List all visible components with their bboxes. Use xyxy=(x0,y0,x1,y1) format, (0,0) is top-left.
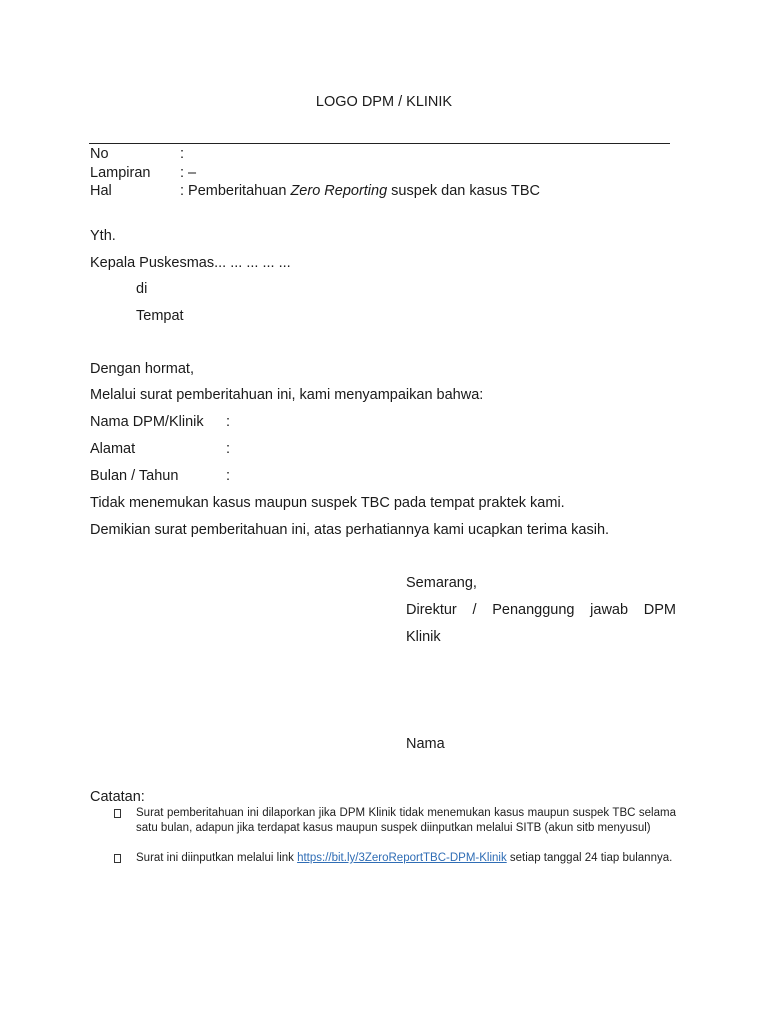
no-value: : xyxy=(180,146,185,162)
note-item-1: Surat pemberitahuan ini dilaporkan jika DPM Klinik tidak menemukan kasus maupun suspek TBC selama satu bulan, adapun jika terdapat kasus maupun suspek diinputkan melalui SITB (akun sitb menyusul) xyxy=(136,807,676,834)
report-link[interactable]: https://bit.ly/3ZeroReportTBC-DPM-Klinik xyxy=(297,852,507,864)
di-text: di xyxy=(136,281,148,297)
yth-label: Yth. xyxy=(90,228,116,244)
logo-placeholder-text: LOGO DPM / KLINIK xyxy=(315,94,453,110)
field-colon-alamat: : xyxy=(226,441,231,457)
field-label-bulan-tahun: Bulan / Tahun xyxy=(90,468,179,484)
signature-role-line1: Direktur / Penanggung jawab DPM xyxy=(406,602,676,618)
field-label-nama: Nama DPM/Klinik xyxy=(90,414,204,430)
note-item-2-before: Surat ini diinputkan melalui link xyxy=(136,852,298,864)
intro-line: Melalui surat pemberitahuan ini, kami menyampaikan bahwa: xyxy=(90,387,484,403)
note-item-2 xyxy=(136,851,676,866)
no-label: No xyxy=(90,146,109,162)
lampiran-value: : – xyxy=(180,165,197,181)
signature-role-line2: Klinik xyxy=(406,629,441,645)
greeting: Dengan hormat, xyxy=(90,361,194,377)
hal-value xyxy=(180,183,540,199)
hal-suffix: suspek dan kasus TBC xyxy=(387,183,541,199)
field-colon-nama: : xyxy=(226,414,231,430)
note-item-2-after: setiap tanggal 24 tiap bulannya. xyxy=(506,852,673,864)
hal-label: Hal xyxy=(90,183,112,199)
hal-italic: Zero Reporting xyxy=(290,183,388,199)
statement-line: Tidak menemukan kasus maupun suspek TBC pada tempat praktek kami. xyxy=(90,495,565,511)
field-colon-bulan-tahun: : xyxy=(226,468,231,484)
field-label-alamat: Alamat xyxy=(90,441,136,457)
hal-prefix: : Pemberitahuan xyxy=(180,183,291,199)
signature-city: Semarang, xyxy=(406,575,477,591)
bullet-box-icon xyxy=(114,854,121,863)
bullet-box-icon xyxy=(114,809,121,818)
closing-line: Demikian surat pemberitahuan ini, atas perhatiannya kami ucapkan terima kasih. xyxy=(90,522,610,538)
signature-name: Nama xyxy=(406,736,445,752)
header-divider xyxy=(89,143,670,144)
recipient-line: Kepala Puskesmas... ... ... ... ... xyxy=(90,255,291,271)
lampiran-label: Lampiran xyxy=(90,165,151,181)
notes-title: Catatan: xyxy=(90,789,145,805)
tempat-text: Tempat xyxy=(136,308,184,324)
